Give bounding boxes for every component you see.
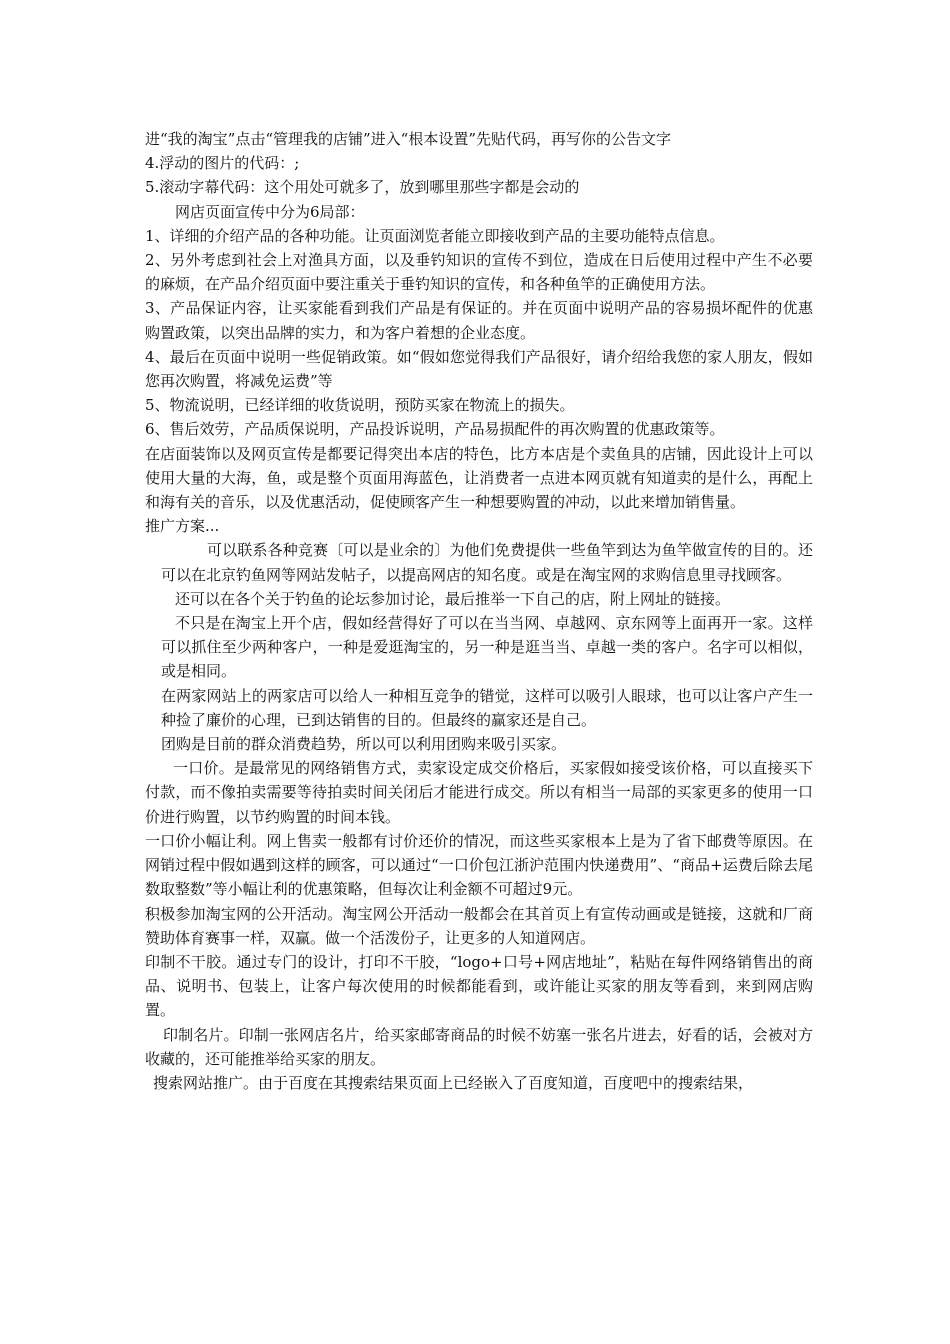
paragraph-19: 一口价小幅让利。网上售卖一般都有讨价还价的情况，而这些买家根本上是为了省下邮费等原因。在网销过程中假如遇到这样的顾客，可以通过“一口价包江浙沪范围内快递费用”、“商品+运费后除去尾数取整数”等小幅让利的优惠策略，但每次让利金额不可超过9元。 [145,831,814,899]
paragraph-10: 6、售后效劳，产品质保说明，产品投诉说明，产品易损配件的再次购置的优惠政策等。 [145,420,725,439]
paragraph-11: 在店面装饰以及网页宣传是都要记得突出本店的特色，比方本店是个卖鱼具的店铺，因此设计上可以使用大量的大海，鱼，或是整个页面用海蓝色，让消费者一点进本网页就有知道卖的是什么，再配上和海有关的音乐，以及优惠活动，促使顾客产生一种想要购置的冲动，以此来增加销售量。 [145,444,813,512]
paragraph-16: 在两家网站上的两家店可以给人一种相互竞争的错觉，这样可以吸引人眼球，也可以让客户产生一种捡了廉价的心理，已到达销售的目的。但最终的赢家还是自己。 [161,686,813,729]
paragraph-12: 推广方案... [145,517,220,536]
document-body [145,127,813,1095]
paragraph-3: 5.滚动字幕代码：这个用处可就多了，放到哪里那些字都是会动的 [145,178,580,197]
paragraph-23: 搜索网站推广。由于百度在其搜索结果页面上已经嵌入了百度知道，百度吧中的搜索结果， [153,1073,754,1092]
paragraph-15: 不只是在淘宝上开个店，假如经营得好了可以在当当网、卓越网、京东网等上面再开一家。这样可以抓住至少两种客户，一种是爱逛淘宝的，另一种是逛当当、卓越一类的客户。名字可以相似，或是相同。 [161,614,813,681]
paragraph-21: 印制不干胶。通过专门的设计，打印不干胶，“logo+口号+网店地址”，粘贴在每件网络销售出的商品、说明书、包装上，让客户每次使用的时候都能看到，或许能让买家的朋友等看到，来到网店购置。 [145,952,813,1020]
paragraph-5: 1、详细的介绍产品的各种功能。让页面浏览者能立即接收到产品的主要功能特点信息。 [145,226,725,245]
paragraph-8: 4、最后在页面中说明一些促销政策。如“假如您觉得我们产品很好，请介绍给我您的家人朋友，假如您再次购置，将减免运费”等 [145,347,813,391]
paragraph-14: 还可以在各个关于钓鱼的论坛参加讨论，最后推举一下自己的店，附上网址的链接。 [175,589,731,608]
paragraph-17: 团购是目前的群众消费趋势，所以可以利用团购来吸引买家。 [161,735,567,754]
paragraph-2: 4.浮动的图片的代码：; [145,154,300,173]
paragraph-7: 3、产品保证内容，让买家能看到我们产品是有保证的。并在页面中说明产品的容易损坏配件的优惠购置政策，以突出品牌的实力，和为客户着想的企业态度。 [145,299,813,342]
paragraph-13: 可以联系各种竞赛〔可以是业余的〕为他们免费提供一些鱼竿到达为鱼竿做宣传的目的。还可以在北京钓鱼网等网站发帖子，以提高网店的知名度。或是在淘宝网的求购信息里寻找顾客。 [161,541,813,584]
paragraph-4: 网店页面宣传中分为6局部： [175,202,365,221]
paragraph-6: 2、另外考虑到社会上对渔具方面，以及垂钓知识的宣传不到位，造成在日后使用过程中产生不必要的麻烦，在产品介绍页面中要注重关于垂钓知识的宣传，和各种鱼竿的正确使用方法。 [145,251,813,294]
paragraph-9: 5、物流说明，已经详细的收货说明，预防买家在物流上的损失。 [145,396,575,415]
paragraph-1: 进“我的淘宝”点击“管理我的店铺”进入“根本设置”先贴代码，再写你的公告文字 [145,130,672,148]
paragraph-20: 积极参加淘宝网的公开活动。淘宝网公开活动一般都会在其首页上有宣传动画或是链接，这就和厂商赞助体育赛事一样，双赢。做一个活泼份子，让更多的人知道网店。 [145,904,813,947]
paragraph-18: 一口价。是最常见的网络销售方式，卖家设定成交价格后，买家假如接受该价格，可以直接买下付款，而不像拍卖需要等待拍卖时间关闭后才能进行成交。所以有相当一局部的买家更多的使用一口价进行购置，以节约购置的时间本钱。 [145,759,813,826]
paragraph-22: 印制名片。印制一张网店名片，给买家邮寄商品的时候不妨塞一张名片进去，好看的话，会被对方收藏的，还可能推举给买家的朋友。 [145,1025,813,1068]
